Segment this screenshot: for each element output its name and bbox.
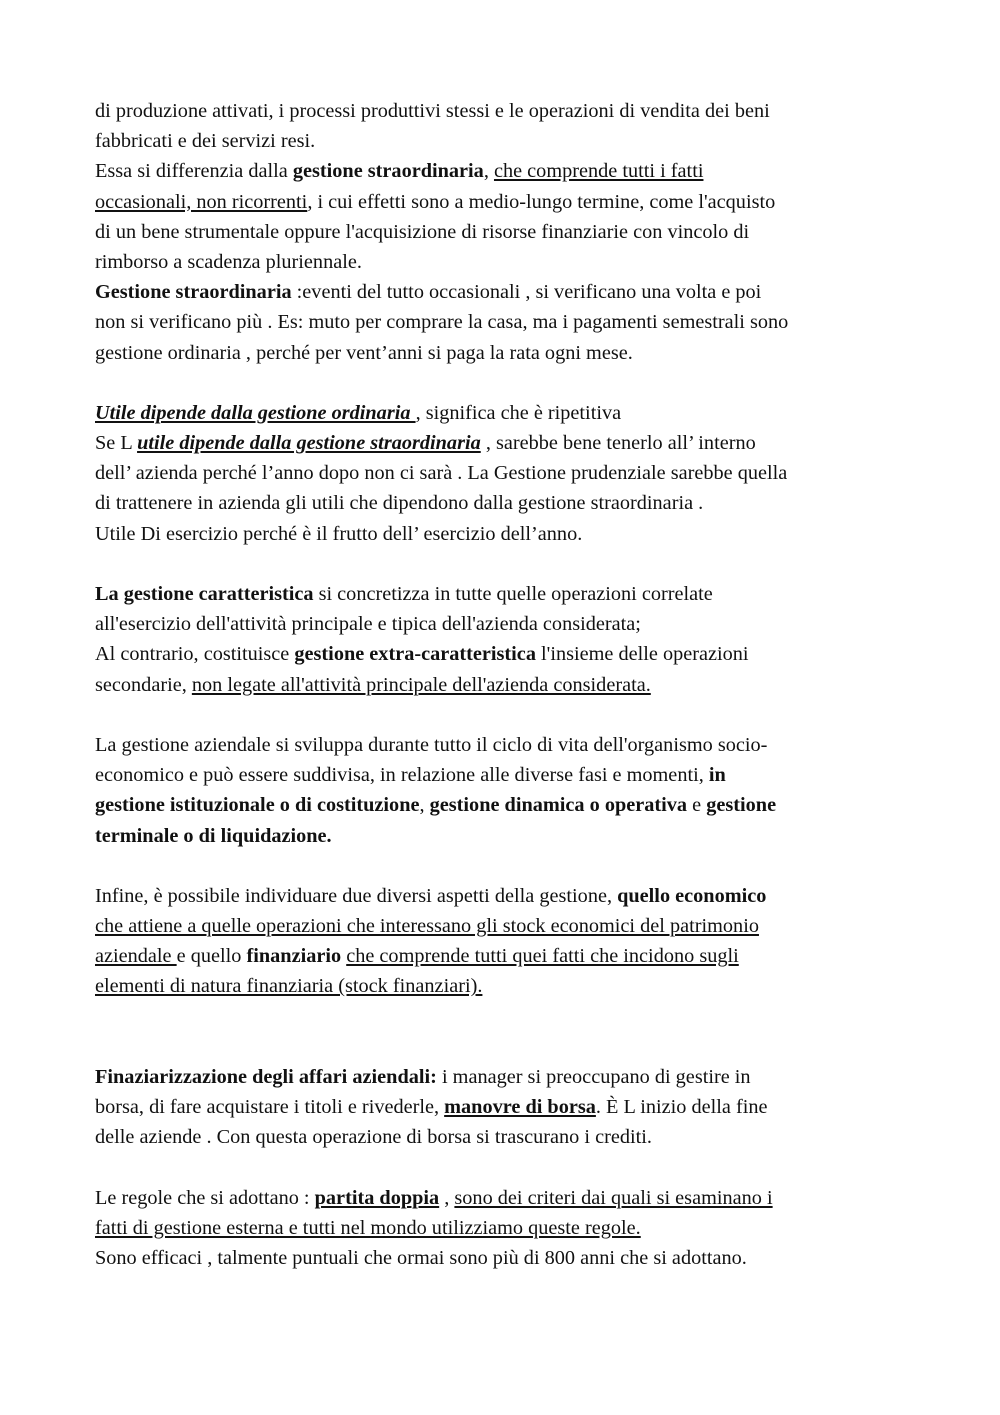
- text-line: gestione istituzionale o di costituzione, gestione dinamica o operativa e gestione: [95, 794, 777, 817]
- bold-term: La gestione caratteristica: [95, 583, 314, 605]
- text-line: di un bene strumentale oppure l'acquisizione di risorse finanziarie con vincolo di: [95, 220, 750, 243]
- bold-term: Finaziarizzazione degli affari aziendali:: [95, 1066, 437, 1089]
- text-line: gestione ordinaria , perché per vent’anni si paga la rata ogni mese.: [95, 341, 633, 364]
- text-line: secondarie, non legate all'attività principale dell'azienda considerata.: [95, 673, 651, 696]
- bold-term: gestione dinamica o operativa: [429, 794, 688, 817]
- underlined-text: che attiene a quelle operazioni che interessano gli stock economici del patrimonio: [95, 915, 759, 938]
- text-line: dell’ azienda perché l’anno dopo non ci sarà . La Gestione prudenziale sarebbe quella: [95, 462, 788, 485]
- bold-term: Gestione straordinaria: [95, 281, 292, 304]
- bold-term: terminale o di liquidazione.: [95, 824, 332, 847]
- text-line: borsa, di fare acquistare i titoli e rivederle, manovre di borsa. È L inizio della fine: [95, 1096, 768, 1119]
- emphasized-term: partita doppia: [314, 1186, 440, 1209]
- text-line: Se L utile dipende dalla gestione straordinaria , sarebbe bene tenerlo all’ interno: [95, 432, 756, 455]
- underlined-text: che comprende tutti i fatti: [493, 160, 704, 183]
- bold-term: gestione: [706, 794, 777, 817]
- text-line: Finaziarizzazione degli affari aziendali: i manager si preoccupano di gestire in: [95, 1066, 751, 1089]
- text-line: La gestione caratteristica si concretizza in tutte quelle operazioni correlate: [95, 583, 713, 605]
- text-line: rimborso a scadenza pluriennale.: [95, 250, 362, 273]
- text-line: delle aziende . Con questa operazione di borsa si trascurano i crediti.: [95, 1126, 652, 1149]
- text-line: Sono efficaci , talmente puntuali che ormai sono più di 800 anni che si adottano.: [95, 1247, 747, 1270]
- text-line: Le regole che si adottano : partita doppia , sono dei criteri dai quali si esaminano i: [95, 1186, 773, 1209]
- text-line: Utile dipende dalla gestione ordinaria , significa che è ripetitiva: [95, 401, 622, 424]
- underlined-text: elementi di natura finanziaria (stock finanziari).: [95, 975, 483, 998]
- bold-term: quello economico: [617, 884, 767, 907]
- text-line: [95, 911, 915, 941]
- text-line: Utile Di esercizio perché è il frutto dell’ esercizio dell’anno.: [95, 522, 583, 545]
- underlined-text: aziendale: [95, 945, 177, 968]
- underlined-text: che comprende tutti quei fatti che incidono sugli: [346, 945, 739, 968]
- text-line: [95, 1213, 915, 1243]
- text-line: fabbricati e dei servizi resi.: [95, 130, 316, 153]
- underlined-text: sono dei criteri dai quali si esaminano i: [454, 1186, 773, 1209]
- text-line: Essa si differenzia dalla gestione straordinaria, che comprende tutti i fatti: [95, 160, 704, 183]
- underlined-text: occasionali, non ricorrenti: [95, 190, 308, 213]
- text-line: all'esercizio dell'attività principale e tipica dell'azienda considerata;: [95, 613, 641, 636]
- bold-term: in: [708, 764, 726, 787]
- text-line: La gestione aziendale si sviluppa durante tutto il ciclo di vita dell'organismo socio-: [95, 733, 768, 756]
- bold-term: gestione istituzionale o di costituzione: [95, 794, 420, 817]
- text-line: di trattenere in azienda gli utili che dipendono dalla gestione straordinaria .: [95, 492, 704, 515]
- text-line: Infine, è possibile individuare due diversi aspetti della gestione, quello economico: [95, 884, 767, 907]
- text-line: economico e può essere suddivisa, in relazione alle diverse fasi e momenti, in: [95, 764, 726, 787]
- text-line: Gestione straordinaria :eventi del tutto occasionali , si verificano una volta e poi: [95, 281, 762, 304]
- text-line: di produzione attivati, i processi produttivi stessi e le operazioni di vendita dei beni: [95, 100, 770, 122]
- text-line: Al contrario, costituisce gestione extra-caratteristica l'insieme delle operazioni: [95, 643, 749, 666]
- underlined-text: non legate all'attività principale dell'azienda considerata.: [191, 673, 651, 696]
- emphasized-term: manovre di borsa: [444, 1096, 596, 1119]
- text-line: [95, 971, 915, 1001]
- emphasized-term: Utile dipende dalla gestione ordinaria: [95, 401, 416, 424]
- emphasized-term: utile dipende dalla gestione straordinaria: [137, 432, 481, 455]
- text-line: non si verificano più . Es: muto per comprare la casa, ma i pagamenti semestrali sono: [95, 311, 789, 334]
- document-body: [95, 96, 915, 1273]
- text-line: [95, 821, 915, 851]
- bold-term: gestione straordinaria: [292, 160, 484, 183]
- bold-term: gestione extra-caratteristica: [294, 643, 536, 666]
- underlined-text: fatti di gestione esterna e tutti nel mondo utilizziamo queste regole.: [95, 1216, 641, 1239]
- text-line: occasionali, non ricorrenti, i cui effetti sono a medio-lungo termine, come l'acquisto: [95, 190, 776, 213]
- bold-term: finanziario: [246, 945, 342, 968]
- text-line: aziendale e quello finanziario che comprende tutti quei fatti che incidono sugli: [95, 945, 739, 968]
